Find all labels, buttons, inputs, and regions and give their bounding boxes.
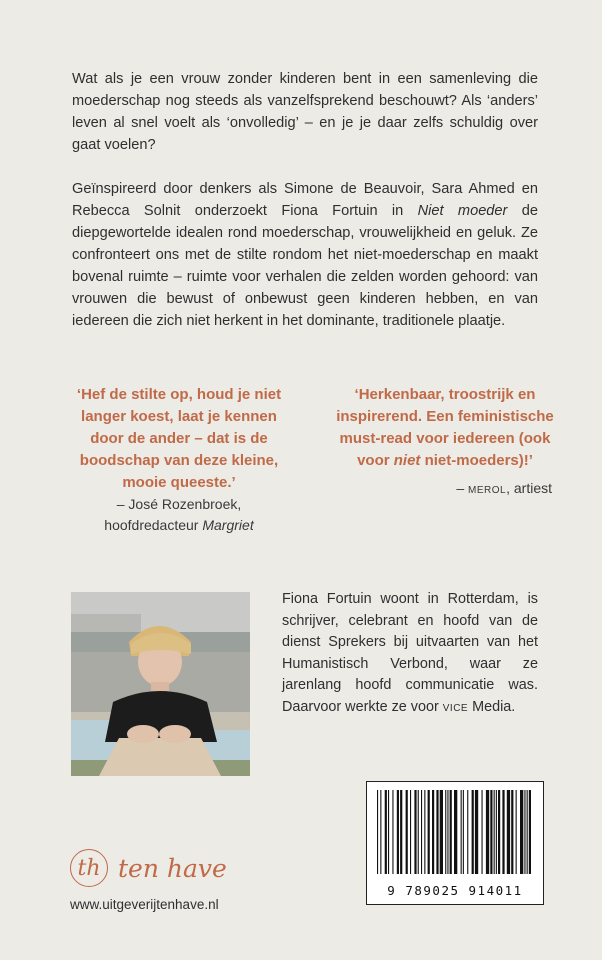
vice-name: vice <box>442 698 469 715</box>
quote-attribution: – merol, artiest <box>456 480 552 496</box>
barcode-bar <box>516 790 517 874</box>
barcode-bar <box>414 790 416 874</box>
quote-author: merol <box>468 480 507 496</box>
barcode-bar <box>440 790 443 874</box>
barcode-bar <box>498 790 500 874</box>
publisher-logo <box>70 846 227 890</box>
barcode-bar <box>445 790 446 874</box>
blurb-p2-end: de diepgewortelde idealen rond moederschap, vrouwelijkheid en geluk. Ze confronteert ons met de stilte rondom het niet-moederschap en maakt bovenal ruimte – ruimte voor verhalen die zelden worden gehoord: van vrouwen die bewust of onbewust geen kinderen hebben, en van iedereen die zich niet herkent in het dominante, traditionele plaatje. <box>72 203 538 329</box>
quote-emphasis: niet <box>393 452 421 469</box>
author-photo-illustration <box>71 592 250 776</box>
quote-attribution <box>66 494 292 536</box>
barcode-bars <box>375 790 535 874</box>
quote-merol <box>332 384 558 499</box>
publisher-website-link[interactable]: www.uitgeverijtenhave.nl <box>70 897 219 912</box>
barcode-bar <box>385 790 387 874</box>
barcode-bar <box>490 790 492 874</box>
blurb-paragraph-1: Wat als je een vrouw zonder kinderen bent in een samenleving die moederschap nog steeds als vanzelfsprekend beschouwt? Als ‘anders’ leven al snel voelt als ‘onvolledig’ – en je je daar zelfs schuldig over gaat voelen? <box>72 71 538 153</box>
barcode-bar <box>454 790 457 874</box>
barcode-bar <box>524 790 525 874</box>
author-bio: Fiona Fortuin woont in Rotterdam, is schrijver, celebrant en hoofd van de dienst Sprekers bij uitvaarten van het Humanistisch Verbond, waar ze jarenlang hoofd communicatie was. Daarvoor werkte ze voor vice Media. <box>282 591 538 715</box>
barcode-bar <box>432 790 434 874</box>
quote-rozenbroek <box>66 384 292 536</box>
barcode-bar <box>472 790 474 874</box>
barcode-bar <box>520 790 523 874</box>
barcode-bar <box>436 790 438 874</box>
barcode-bar <box>482 790 483 874</box>
barcode-bar <box>450 790 452 874</box>
barcode-bar <box>447 790 448 874</box>
barcode-bar <box>388 790 389 874</box>
barcode-bar <box>377 790 378 874</box>
barcode-bar <box>410 790 411 874</box>
publisher-logo-mark: th <box>70 849 108 887</box>
barcode-bar <box>421 790 422 874</box>
quote-role: , artiest <box>506 480 552 496</box>
quote-author: – José Rozenbroek, <box>116 496 242 512</box>
barcode <box>366 781 544 905</box>
blurb-p2-start: Geïnspireerd door denkers als Simone de Beauvoir, Sara Ahmed en Rebecca Solnit onderzoekt Fiona Fortuin in <box>72 181 538 219</box>
barcode-bar <box>463 790 464 874</box>
barcode-bar <box>461 790 462 874</box>
author-photo <box>71 592 250 776</box>
barcode-bar <box>392 790 393 874</box>
barcode-bar <box>406 790 408 874</box>
barcode-bar <box>511 790 513 874</box>
barcode-bar <box>527 790 528 874</box>
magazine-name: Margriet <box>202 517 254 533</box>
barcode-bar <box>486 790 489 874</box>
barcode-bar <box>380 790 381 874</box>
barcode-bar <box>475 790 478 874</box>
barcode-bar <box>507 790 510 874</box>
barcode-bar <box>494 790 495 874</box>
barcode-bar <box>428 790 430 874</box>
barcode-bar <box>400 790 402 874</box>
barcode-bar <box>529 790 531 874</box>
barcode-bar <box>467 790 468 874</box>
book-title: Niet moeder <box>417 203 508 219</box>
barcode-bar <box>397 790 399 874</box>
blurb-paragraph-2 <box>72 178 538 332</box>
publisher-name: ten have <box>118 853 227 883</box>
isbn-number: 9 789025 914011 <box>387 883 523 898</box>
barcode-bar <box>418 790 419 874</box>
quote-text: ‘Hef de stilte op, houd je niet langer koest, laat je kennen door de ander – dat is de boodschap van deze kleine, mooie queeste.’ <box>76 386 282 491</box>
quote-role: hoofdredacteur Margriet <box>104 517 254 533</box>
barcode-bar <box>502 790 504 874</box>
barcode-bar <box>496 790 497 874</box>
barcode-bar <box>424 790 425 874</box>
quote-text: ‘Herkenbaar, troostrijk en inspirerend. Een feministische must-read voor iedereen (ook voor niet niet-moeders)!’ <box>336 386 554 469</box>
